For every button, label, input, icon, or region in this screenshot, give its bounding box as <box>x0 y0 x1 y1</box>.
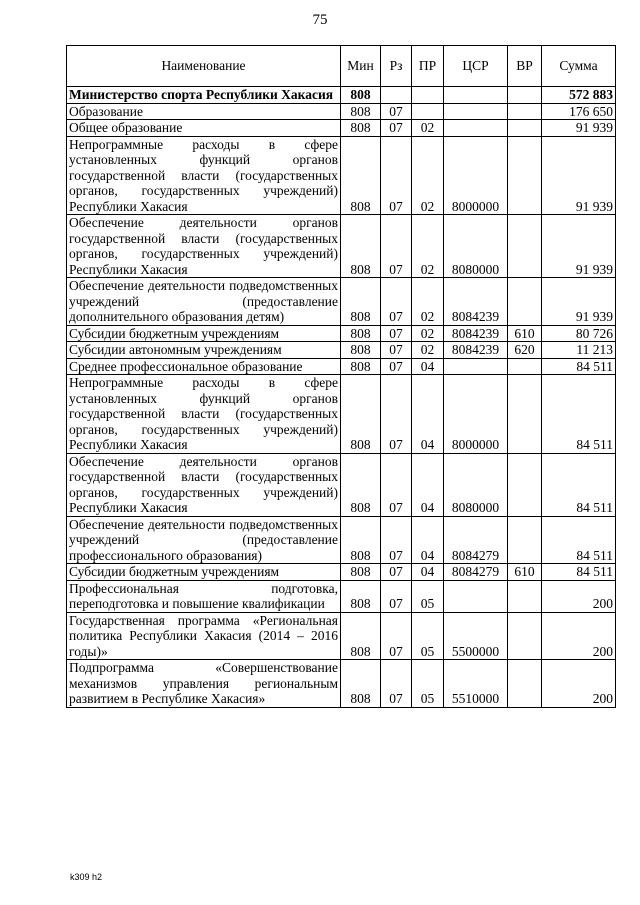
cell-rz <box>381 87 412 104</box>
cell-pr: 02 <box>412 215 444 278</box>
cell-sum: 176 650 <box>542 103 616 120</box>
cell-rz: 07 <box>381 375 412 454</box>
header-min: Мин <box>341 46 381 87</box>
cell-name: Среднее профессиональное образование <box>67 358 341 375</box>
cell-pr: 02 <box>412 278 444 326</box>
table-row <box>67 136 616 215</box>
table-row <box>67 516 616 564</box>
cell-name: Подпрограмма «Совершенствование механизмов управления региональным развитием в Республике Хакасия» <box>67 660 341 708</box>
cell-pr <box>412 87 444 104</box>
cell-sum: 80 726 <box>542 325 616 342</box>
cell-min: 808 <box>341 358 381 375</box>
footer-code: k309 h2 <box>70 872 103 882</box>
cell-name: Непрограммные расходы в сфере установленных функций органов государственной власти (государственных органов, государственных учреждений) Республики Хакасия <box>67 375 341 454</box>
cell-rz: 07 <box>381 660 412 708</box>
table-row <box>67 215 616 278</box>
table-row <box>67 103 616 120</box>
cell-csr: 8080000 <box>444 453 508 516</box>
cell-sum: 91 939 <box>542 278 616 326</box>
cell-csr <box>444 87 508 104</box>
cell-vr <box>508 375 542 454</box>
cell-csr <box>444 580 508 612</box>
cell-pr: 05 <box>412 660 444 708</box>
cell-min: 808 <box>341 375 381 454</box>
cell-min: 808 <box>341 580 381 612</box>
cell-min: 808 <box>341 342 381 359</box>
cell-vr <box>508 215 542 278</box>
cell-csr: 5500000 <box>444 612 508 660</box>
cell-csr <box>444 120 508 137</box>
cell-sum: 84 511 <box>542 375 616 454</box>
cell-vr <box>508 136 542 215</box>
table-row <box>67 375 616 454</box>
cell-vr <box>508 87 542 104</box>
cell-csr: 8080000 <box>444 215 508 278</box>
table-row <box>67 278 616 326</box>
cell-pr <box>412 103 444 120</box>
cell-name: Общее образование <box>67 120 341 137</box>
cell-vr: 610 <box>508 325 542 342</box>
header-rz: Рз <box>381 46 412 87</box>
cell-name: Профессиональная подготовка, переподготовка и повышение квалификации <box>67 580 341 612</box>
header-csr: ЦСР <box>444 46 508 87</box>
cell-rz: 07 <box>381 516 412 564</box>
cell-min: 808 <box>341 516 381 564</box>
cell-sum: 200 <box>542 660 616 708</box>
cell-name: Непрограммные расходы в сфере установленных функций органов государственной власти (государственных органов, государственных учреждений) Республики Хакасия <box>67 136 341 215</box>
cell-rz: 07 <box>381 278 412 326</box>
cell-csr: 8084279 <box>444 564 508 581</box>
cell-pr: 02 <box>412 136 444 215</box>
cell-sum: 91 939 <box>542 120 616 137</box>
cell-csr: 5510000 <box>444 660 508 708</box>
table-row <box>67 358 616 375</box>
cell-name: Государственная программа «Региональная политика Республики Хакасия (2014 – 2016 годы)» <box>67 612 341 660</box>
cell-min: 808 <box>341 453 381 516</box>
cell-pr: 02 <box>412 120 444 137</box>
cell-vr <box>508 278 542 326</box>
cell-name: Министерство спорта Республики Хакасия <box>67 87 341 104</box>
cell-sum: 200 <box>542 612 616 660</box>
cell-vr <box>508 516 542 564</box>
page-number: 75 <box>312 12 328 28</box>
cell-pr: 04 <box>412 375 444 454</box>
cell-vr: 610 <box>508 564 542 581</box>
cell-rz: 07 <box>381 358 412 375</box>
cell-min: 808 <box>341 660 381 708</box>
cell-vr <box>508 103 542 120</box>
cell-name: Образование <box>67 103 341 120</box>
cell-csr: 8000000 <box>444 136 508 215</box>
cell-min: 808 <box>341 103 381 120</box>
header-sum: Сумма <box>542 46 616 87</box>
cell-sum: 84 511 <box>542 564 616 581</box>
cell-min: 808 <box>341 278 381 326</box>
cell-rz: 07 <box>381 342 412 359</box>
cell-csr: 8084239 <box>444 325 508 342</box>
cell-sum: 84 511 <box>542 516 616 564</box>
cell-vr: 620 <box>508 342 542 359</box>
table-row <box>67 580 616 612</box>
cell-csr <box>444 358 508 375</box>
cell-sum: 84 511 <box>542 358 616 375</box>
cell-pr: 05 <box>412 612 444 660</box>
cell-sum: 91 939 <box>542 136 616 215</box>
header-pr: ПР <box>412 46 444 87</box>
cell-rz: 07 <box>381 580 412 612</box>
cell-csr: 8084279 <box>444 516 508 564</box>
cell-rz: 07 <box>381 215 412 278</box>
table-row <box>67 453 616 516</box>
cell-name: Обеспечение деятельности органов государственной власти (государственных органов, государственных учреждений) Республики Хакасия <box>67 215 341 278</box>
cell-min: 808 <box>341 120 381 137</box>
table-row <box>67 342 616 359</box>
cell-csr <box>444 103 508 120</box>
cell-pr: 04 <box>412 516 444 564</box>
cell-rz: 07 <box>381 120 412 137</box>
cell-pr: 04 <box>412 358 444 375</box>
cell-csr: 8084239 <box>444 278 508 326</box>
cell-vr <box>508 120 542 137</box>
cell-rz: 07 <box>381 612 412 660</box>
table-body <box>67 87 616 708</box>
cell-vr <box>508 660 542 708</box>
table-row <box>67 120 616 137</box>
cell-rz: 07 <box>381 136 412 215</box>
cell-min: 808 <box>341 136 381 215</box>
cell-min: 808 <box>341 87 381 104</box>
cell-sum: 84 511 <box>542 453 616 516</box>
cell-pr: 02 <box>412 342 444 359</box>
table-row <box>67 325 616 342</box>
table-row <box>67 612 616 660</box>
cell-min: 808 <box>341 612 381 660</box>
cell-name: Обеспечение деятельности органов государственной власти (государственных органов, государственных учреждений) Республики Хакасия <box>67 453 341 516</box>
cell-vr <box>508 358 542 375</box>
cell-sum: 91 939 <box>542 215 616 278</box>
table-row <box>67 660 616 708</box>
budget-table <box>66 45 616 708</box>
table-row <box>67 87 616 104</box>
cell-rz: 07 <box>381 325 412 342</box>
cell-csr: 8000000 <box>444 375 508 454</box>
cell-rz: 07 <box>381 564 412 581</box>
cell-min: 808 <box>341 215 381 278</box>
cell-vr <box>508 612 542 660</box>
cell-name: Обеспечение деятельности подведомственных учреждений (предоставление профессионального образования) <box>67 516 341 564</box>
cell-min: 808 <box>341 325 381 342</box>
cell-name: Обеспечение деятельности подведомственных учреждений (предоставление дополнительного образования детям) <box>67 278 341 326</box>
cell-sum: 200 <box>542 580 616 612</box>
cell-name: Субсидии автономным учреждениям <box>67 342 341 359</box>
cell-sum: 572 883 <box>542 87 616 104</box>
header-name: Наименование <box>67 46 341 87</box>
cell-vr <box>508 453 542 516</box>
cell-pr: 04 <box>412 564 444 581</box>
table-header-row <box>67 46 616 87</box>
cell-name: Субсидии бюджетным учреждениям <box>67 325 341 342</box>
cell-name: Субсидии бюджетным учреждениям <box>67 564 341 581</box>
cell-min: 808 <box>341 564 381 581</box>
cell-rz: 07 <box>381 103 412 120</box>
cell-rz: 07 <box>381 453 412 516</box>
cell-pr: 04 <box>412 453 444 516</box>
cell-sum: 11 213 <box>542 342 616 359</box>
cell-csr: 8084239 <box>444 342 508 359</box>
cell-pr: 05 <box>412 580 444 612</box>
table-row <box>67 564 616 581</box>
cell-pr: 02 <box>412 325 444 342</box>
header-vr: ВР <box>508 46 542 87</box>
cell-vr <box>508 580 542 612</box>
